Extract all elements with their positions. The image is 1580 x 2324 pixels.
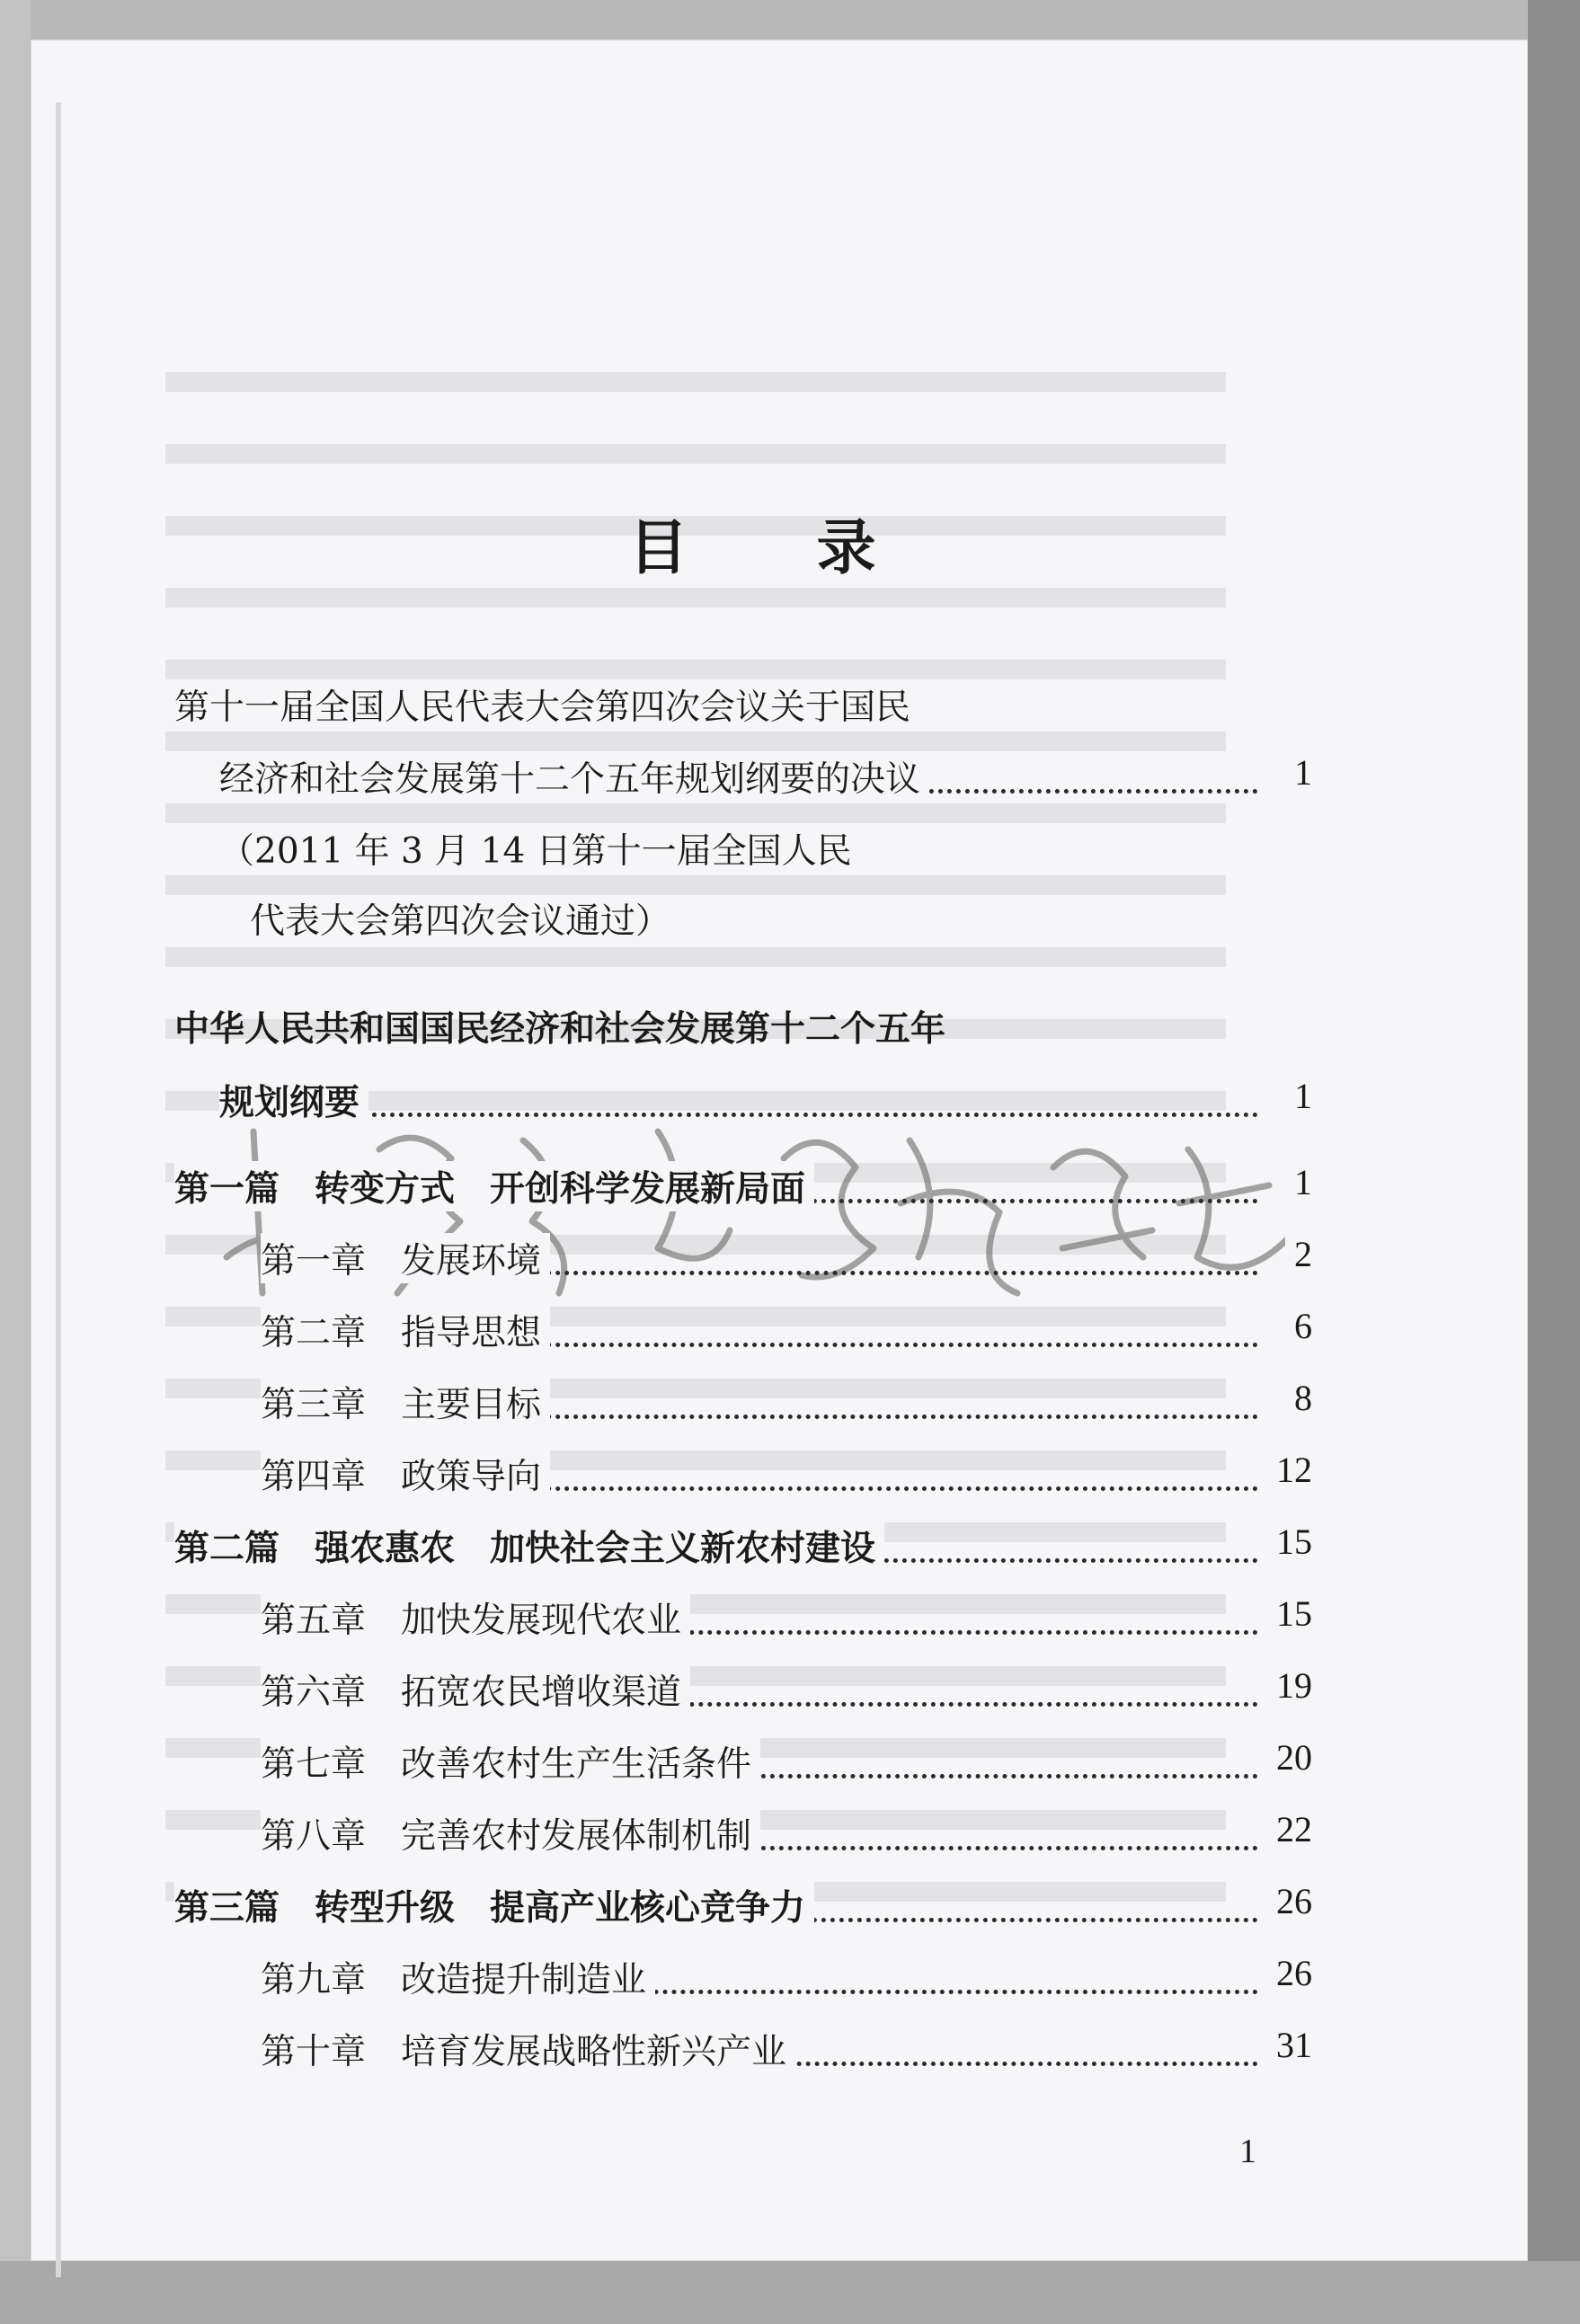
spine-shadow xyxy=(56,102,61,2277)
toc-entry-label: 第六章 拓宽农民增收渠道 xyxy=(261,1664,690,1715)
toc-entry-label: 第八章 完善农村发展体制机制 xyxy=(261,1808,760,1858)
toc-entry-label: 第二章 指导思想 xyxy=(261,1305,550,1355)
toc-entry-chapter-4[interactable] xyxy=(261,1449,1312,1503)
toc-entry-part-2[interactable] xyxy=(174,1521,1312,1574)
toc-page-number: 20 xyxy=(1267,1736,1312,1778)
toc-page-number: 26 xyxy=(1267,1952,1312,1994)
page-title: 目 录 xyxy=(628,513,930,582)
scan-border-right xyxy=(1528,0,1580,2324)
toc-page-number: 15 xyxy=(1267,1521,1312,1563)
toc-entry-label: 经济和社会发展第十二个五年规划纲要的决议 xyxy=(219,751,929,802)
toc-page-number: 31 xyxy=(1267,2024,1312,2066)
scan-border-bottom xyxy=(0,2261,1580,2324)
toc-entry-label: 第一章 发展环境 xyxy=(261,1233,550,1283)
toc-entry-chapter-10[interactable] xyxy=(261,2024,1312,2078)
toc-entry-chapter-3[interactable] xyxy=(261,1377,1312,1431)
toc-entry-resolution[interactable] xyxy=(219,751,1312,805)
leader-dots xyxy=(219,1086,1258,1117)
toc-entry-label: 第五章 加快发展现代农业 xyxy=(261,1592,690,1643)
toc-entry-label: 第九章 改造提升制造业 xyxy=(261,1952,655,2002)
scan-border-top xyxy=(0,0,1580,40)
toc-entry-chapter-6[interactable] xyxy=(261,1664,1312,1718)
toc-entry-label: 第二篇 强农惠农 加快社会主义新农村建设 xyxy=(174,1521,884,1571)
toc-entry-label: 第七章 改善农村生产生活条件 xyxy=(261,1736,760,1787)
toc-entry-chapter-9[interactable] xyxy=(261,1952,1312,2006)
toc-page-number: 6 xyxy=(1285,1305,1312,1347)
toc-page-number: 22 xyxy=(1267,1808,1312,1850)
toc-page-number: 15 xyxy=(1267,1592,1312,1635)
toc-entry-chapter-8[interactable] xyxy=(261,1808,1312,1862)
resolution-title-line1: 第十一届全国人民代表大会第四次会议关于国民 xyxy=(174,687,911,728)
toc-entry-part-3[interactable] xyxy=(174,1880,1312,1934)
toc-page-number: 12 xyxy=(1267,1449,1312,1491)
toc-entry-label: 第十章 培育发展战略性新兴产业 xyxy=(261,2024,795,2074)
toc-entry-label: 第三篇 转型升级 提高产业核心竞争力 xyxy=(174,1880,814,1930)
resolution-note-line1: （2011 年 3 月 14 日第十一届全国人民 xyxy=(219,831,852,872)
outline-title-line1: 中华人民共和国国民经济和社会发展第十二个五年 xyxy=(174,1009,946,1050)
toc-page-number: 2 xyxy=(1285,1233,1312,1275)
toc-entry-label: 第一篇 转变方式 开创科学发展新局面 xyxy=(174,1161,814,1211)
toc-entry-chapter-5[interactable] xyxy=(261,1592,1312,1646)
document-page xyxy=(31,40,1528,2261)
toc-entry-chapter-7[interactable] xyxy=(261,1736,1312,1790)
resolution-note-line2: 代表大会第四次会议通过） xyxy=(250,901,671,942)
toc-page-number: 1 xyxy=(1285,1161,1312,1203)
toc-entry-label: 第三章 主要目标 xyxy=(261,1377,550,1427)
toc-entry-label: 规划纲要 xyxy=(219,1075,368,1125)
toc-page-number: 8 xyxy=(1285,1377,1312,1419)
toc-page-number: 19 xyxy=(1267,1664,1312,1707)
toc-page-number: 1 xyxy=(1285,1075,1312,1117)
toc-entry-label: 第四章 政策导向 xyxy=(261,1449,550,1499)
page-number: 1 xyxy=(1239,2133,1256,2170)
toc-page-number: 1 xyxy=(1285,751,1312,794)
toc-page-number: 26 xyxy=(1267,1880,1312,1922)
scan-border-left xyxy=(0,0,31,2324)
